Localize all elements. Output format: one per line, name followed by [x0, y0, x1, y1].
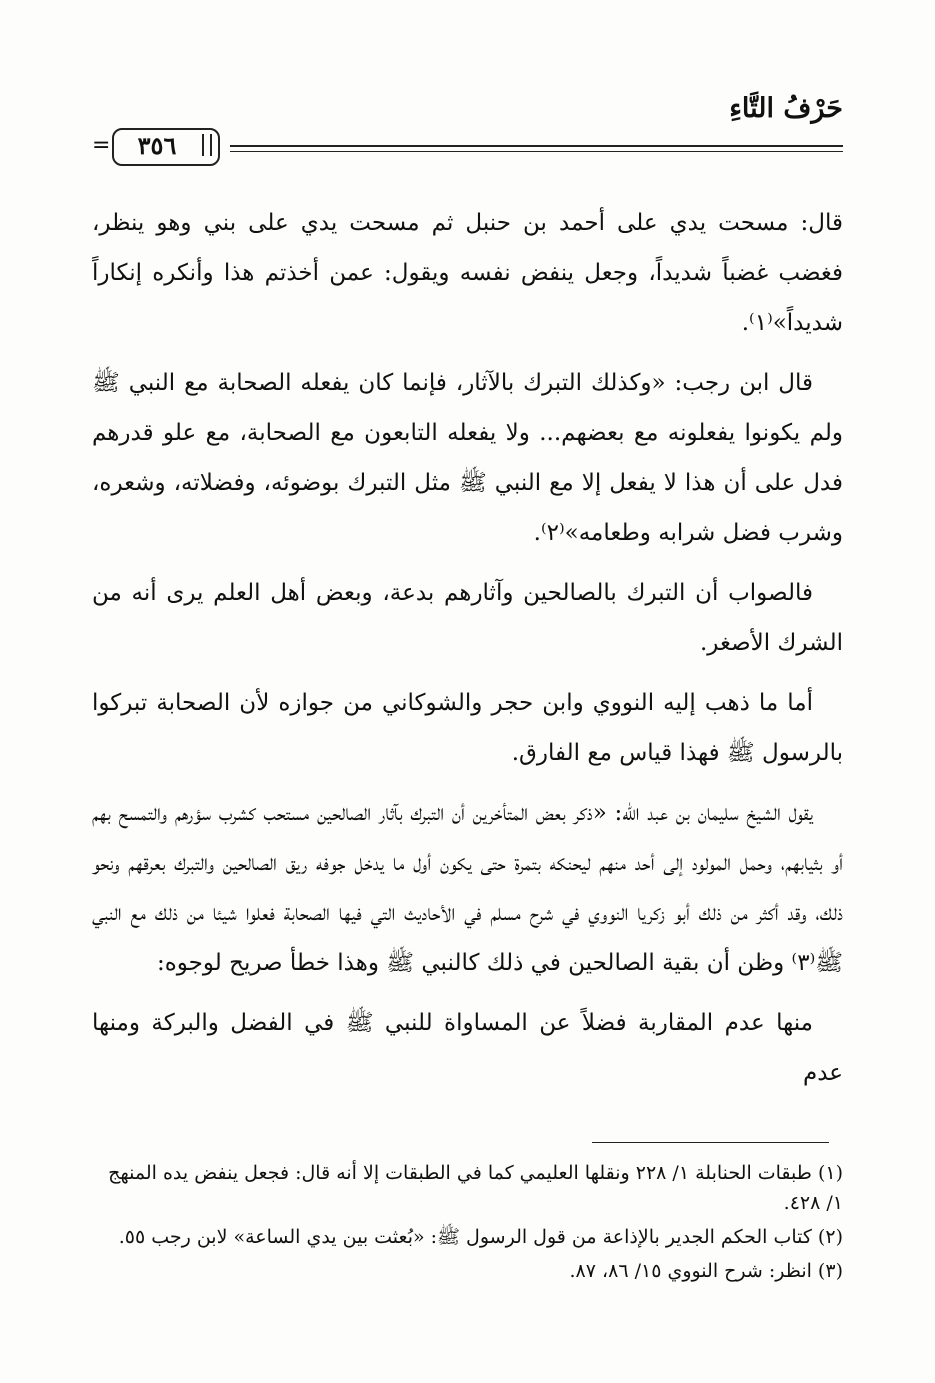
footnote: (٢) كتاب الحكم الجدير بالإذاعة من قول الرسول ﷺ: «بُعثت بين يدي الساعة» لابن رجب ٥٥. [118, 1226, 843, 1248]
footnote: (١) طبقات الحنابلة ١/ ٢٢٨ ونقلها العليمي كما في الطبقات إلا أنه قال: فجعل ينفض يده المنهج ١/ ٤٢٨. [108, 1162, 843, 1214]
paragraph: منها عدم المقاربة فضلاً عن المساواة للنبي ﷺ في الفضل والبركة ومنها عدم [92, 1010, 843, 1086]
ornament-icon: = [92, 133, 111, 158]
paragraph: قال ابن رجب: «وكذلك التبرك بالآثار، فإنما كان يفعله الصحابة مع النبي ﷺ ولم يكونوا يفعلونه مع بعضهم... ولا يفعله التابعون مع الصحابة، مع علو قدرهم فدل على أن هذا لا يفعل إلا مع النبي ﷺ مثل التبرك بوضوئه، وفضلاته، وشعره، وشرب فضل شرابه وطعامه»⁽٢⁾. [92, 370, 843, 546]
page-number-box [92, 128, 230, 166]
paragraph: فالصواب أن التبرك بالصالحين وآثارهم بدعة، وبعض أهل العلم يرى أنه من الشرك الأصغر. [92, 580, 843, 656]
paragraph: يقول الشيخ سليمان بن عبد الله: «ذكر بعض المتأخرين أن التبرك بآثار الصالحين مستحب كشرب سؤرهم والتمسح بهم أو بثيابهم، وحمل المولود إلى أحد منهم ليحنكه بتمرة حتى يكون أول ما يدخل جوفه ريق الصالحين والتبرك بعرقهم ونحو ذلك، وقد أكثر من ذلك أبو زكريا النووي في شرح مسلم في الأحاديث التي فيها الصحابة فعلوا شيئا من ذلك مع النبي ﷺ⁽٣⁾ وظن أن بقية الصالحين في ذلك كالنبي ﷺ وهذا خطأ صريح لوجوه: [92, 800, 843, 976]
page-number: ٣٥٦ [137, 131, 177, 160]
footnote: (٣) انظر: شرح النووي ١٥/ ٨٦، ٨٧. [569, 1260, 843, 1282]
footnotes [92, 1158, 843, 1290]
chapter-title: حَرْفُ التَّاءِ [729, 93, 843, 124]
main-text [92, 198, 843, 1108]
paragraph: قال: مسحت يدي على أحمد بن حنبل ثم مسحت يدي على بني وهو ينظر، فغضب غضباً شديداً، وجعل ينفض نفسه ويقول: عمن أخذتم هذا وأنكره إنكاراً شديداً»⁽١⁾. [92, 210, 843, 336]
footnote-separator [592, 1142, 829, 1143]
paragraph: أما ما ذهب إليه النووي وابن حجر والشوكاني من جوازه لأن الصحابة تبركوا بالرسول ﷺ فهذا قياس مع الفارق. [92, 690, 843, 766]
